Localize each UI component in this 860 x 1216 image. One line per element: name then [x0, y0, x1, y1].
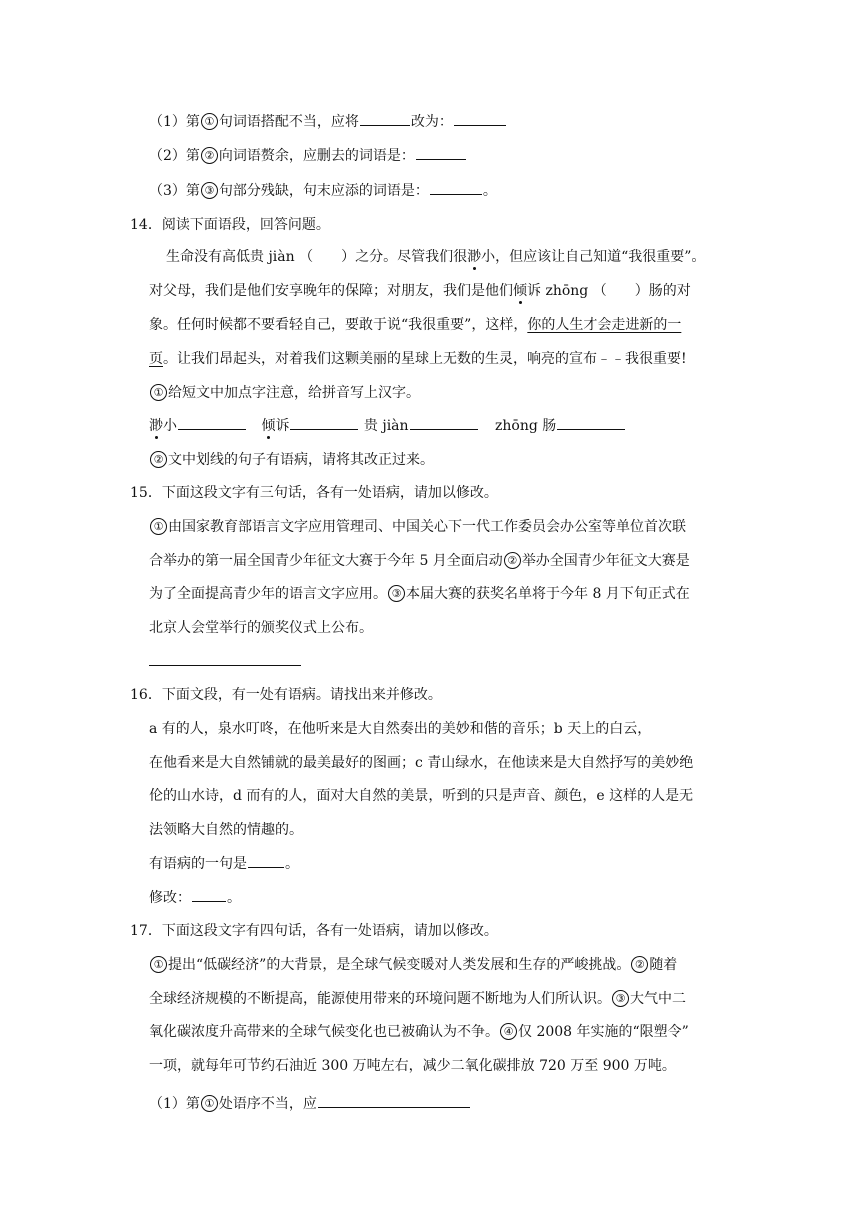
- circled-number: ①: [150, 956, 167, 973]
- q14-instruction-1: [149, 384, 420, 402]
- q13-item-2-text: 向词语赘余，应删去的词语是：: [218, 148, 415, 164]
- q16-line-1: a 有的人，泉水叮咚，在他听来是大自然奏出的美妙和偕的音乐；b 天上的白云，: [149, 721, 652, 737]
- circled-number: ④: [500, 1023, 517, 1040]
- text: 本届大赛的获奖名单将于今年 8 月下旬正式在: [406, 586, 690, 602]
- q15-title: 15．下面这段文字有三句话，各有一处语病，请加以修改。: [130, 485, 498, 501]
- circled-number: ①: [150, 384, 167, 401]
- text: 修改：: [149, 890, 191, 906]
- answer-blank[interactable]: [318, 1095, 470, 1108]
- answer-blank[interactable]: [410, 417, 478, 430]
- underlined-sentence: 你的人生才会走进新的一: [527, 317, 682, 333]
- q13-item-3-text: 句部分残缺，句末应添的词语是：: [218, 183, 429, 199]
- answer-blank[interactable]: [430, 182, 482, 195]
- q13-item-1: [149, 113, 507, 131]
- q16-answer-2: [149, 889, 241, 907]
- circled-number: ③: [612, 990, 629, 1007]
- q15-line-2: [149, 552, 690, 570]
- q17-sub-1: [149, 1095, 471, 1113]
- circled-number: ③: [388, 585, 405, 602]
- q15-answer-line[interactable]: [149, 665, 301, 666]
- q17-line-3: [149, 1023, 689, 1041]
- circled-number: ③: [201, 182, 218, 199]
- answer-blank[interactable]: [557, 417, 625, 430]
- dotted-char: 倾: [261, 418, 276, 434]
- q17-title: 17．下面这段文字有四句话，各有一处语病，请加以修改。: [130, 923, 498, 939]
- circled-number: ①: [150, 518, 167, 535]
- text: 文中划线的句子有语病，请将其改正过来。: [168, 452, 434, 468]
- text: 贵 jiàn: [363, 418, 409, 434]
- dotted-char: 倾: [513, 283, 527, 299]
- q14-fill-row: [149, 417, 626, 435]
- text: 诉: [275, 418, 290, 434]
- answer-blank[interactable]: [178, 417, 246, 430]
- q15-line-4: 北京人会堂举行的颁奖仪式上公布。: [149, 620, 373, 636]
- q16-title: 16．下面文段，有一处有语病。请找出来并修改。: [130, 687, 442, 703]
- text: 有语病的一句是: [149, 856, 247, 872]
- circled-number: ②: [201, 147, 218, 164]
- q17-line-1: [149, 956, 677, 974]
- text: 诉 zhōng （ ）肠的对: [527, 283, 691, 299]
- text: 。让我们昂起头，对着我们这颗美丽的星球上无数的生灵，响亮的宣布﹣﹣我很重要!: [163, 351, 687, 367]
- q14-instruction-2: [149, 451, 434, 469]
- text: 大气中二: [630, 991, 686, 1007]
- q17-line-2: [149, 990, 686, 1008]
- text: 合举办的第一届全国青少年征文大赛于今年 5 月全面启动: [149, 553, 503, 569]
- answer-blank[interactable]: [416, 147, 466, 160]
- q13-item-1-text2: 改为：: [410, 114, 453, 130]
- text: 小，但应该让自己知道“我很重要”。: [481, 249, 706, 265]
- text: 随着: [649, 957, 678, 973]
- q15-line-1: [149, 518, 686, 536]
- q14-passage-line-1: [166, 248, 705, 266]
- q16-line-2: 在他看来是大自然铺就的最美最好的图画；c 青山绿水，在他读来是大自然抒写的美妙绝: [149, 755, 694, 771]
- text: 给短文中加点字注意，给拼音写上汉字。: [168, 385, 420, 401]
- q14-passage-line-2: [149, 282, 691, 300]
- text: 全球经济规模的不断提高，能源使用带来的环境问题不断地为人们所认识。: [149, 991, 611, 1007]
- answer-blank[interactable]: [360, 113, 410, 126]
- q16-line-3: 伦的山水诗，d 而有的人，面对大自然的美景，听到的只是声音、颜色，e 这样的人是无: [149, 788, 694, 804]
- q13-item-3-prefix: （3）第: [149, 183, 200, 199]
- q13-item-1-prefix: （1）第: [149, 114, 200, 130]
- q13-item-2: [149, 147, 467, 165]
- q16-line-4: 法领略大自然的情趣的。: [149, 822, 303, 838]
- q13-item-1-text: 句词语搭配不当，应将: [218, 114, 359, 130]
- q14-passage-line-3: [149, 316, 681, 334]
- q13-item-2-prefix: （2）第: [149, 148, 200, 164]
- answer-blank[interactable]: [290, 417, 358, 430]
- text: 象。任何时候都不要看轻自己，要敢于说“我很重要”，这样，: [149, 317, 528, 333]
- q14-passage-line-4: [149, 350, 687, 368]
- answer-blank[interactable]: [192, 889, 226, 902]
- q14-title: 14．阅读下面语段，回答问题。: [130, 217, 330, 233]
- q16-answer-1: [149, 855, 299, 873]
- q17-line-4: 一项，就每年可节约石油近 300 万吨左右，减少二氧化碳排放 720 万至 900 万吨。: [149, 1058, 676, 1074]
- text: 。: [285, 856, 299, 872]
- text: 为了全面提高青少年的语言文字应用。: [149, 586, 387, 602]
- circled-number: ①: [201, 113, 218, 130]
- text: 氧化碳浓度升高带来的全球气候变化也已被确认为不争。: [149, 1024, 499, 1040]
- text: 生命没有高低贵 jiàn （ ）之分。尽管我们很: [166, 249, 468, 265]
- text: zhōng 肠: [495, 418, 557, 434]
- dotted-char: 渺: [149, 418, 163, 434]
- text: 处语序不当，应: [218, 1096, 317, 1112]
- dotted-char: 渺: [467, 249, 482, 265]
- q15-line-3: [149, 585, 690, 603]
- underlined-sentence: 页: [149, 351, 163, 367]
- q13-item-3: [149, 182, 497, 200]
- text: 提出“低碳经济”的大背景，是全球气候变暖对人类发展和生存的严峻挑战。: [168, 957, 631, 973]
- text: 。: [227, 890, 241, 906]
- text: 举办全国青少年征文大赛是: [521, 553, 690, 569]
- text: 由国家教育部语言文字应用管理司、中国关心下一代工作委员会办公室等单位首次联: [168, 519, 686, 535]
- circled-number: ②: [631, 956, 648, 973]
- q13-item-3-end: 。: [482, 183, 497, 199]
- text: （1）第: [149, 1096, 200, 1112]
- text: 仅 2008 年实施的“限塑令”: [518, 1024, 689, 1040]
- answer-blank[interactable]: [454, 113, 506, 126]
- circled-number: ②: [504, 552, 521, 569]
- answer-blank[interactable]: [248, 855, 284, 868]
- circled-number: ①: [201, 1095, 218, 1112]
- text: 小: [163, 418, 177, 434]
- circled-number: ②: [150, 451, 167, 468]
- text: 对父母，我们是他们安享晚年的保障；对朋友，我们是他们: [149, 283, 513, 299]
